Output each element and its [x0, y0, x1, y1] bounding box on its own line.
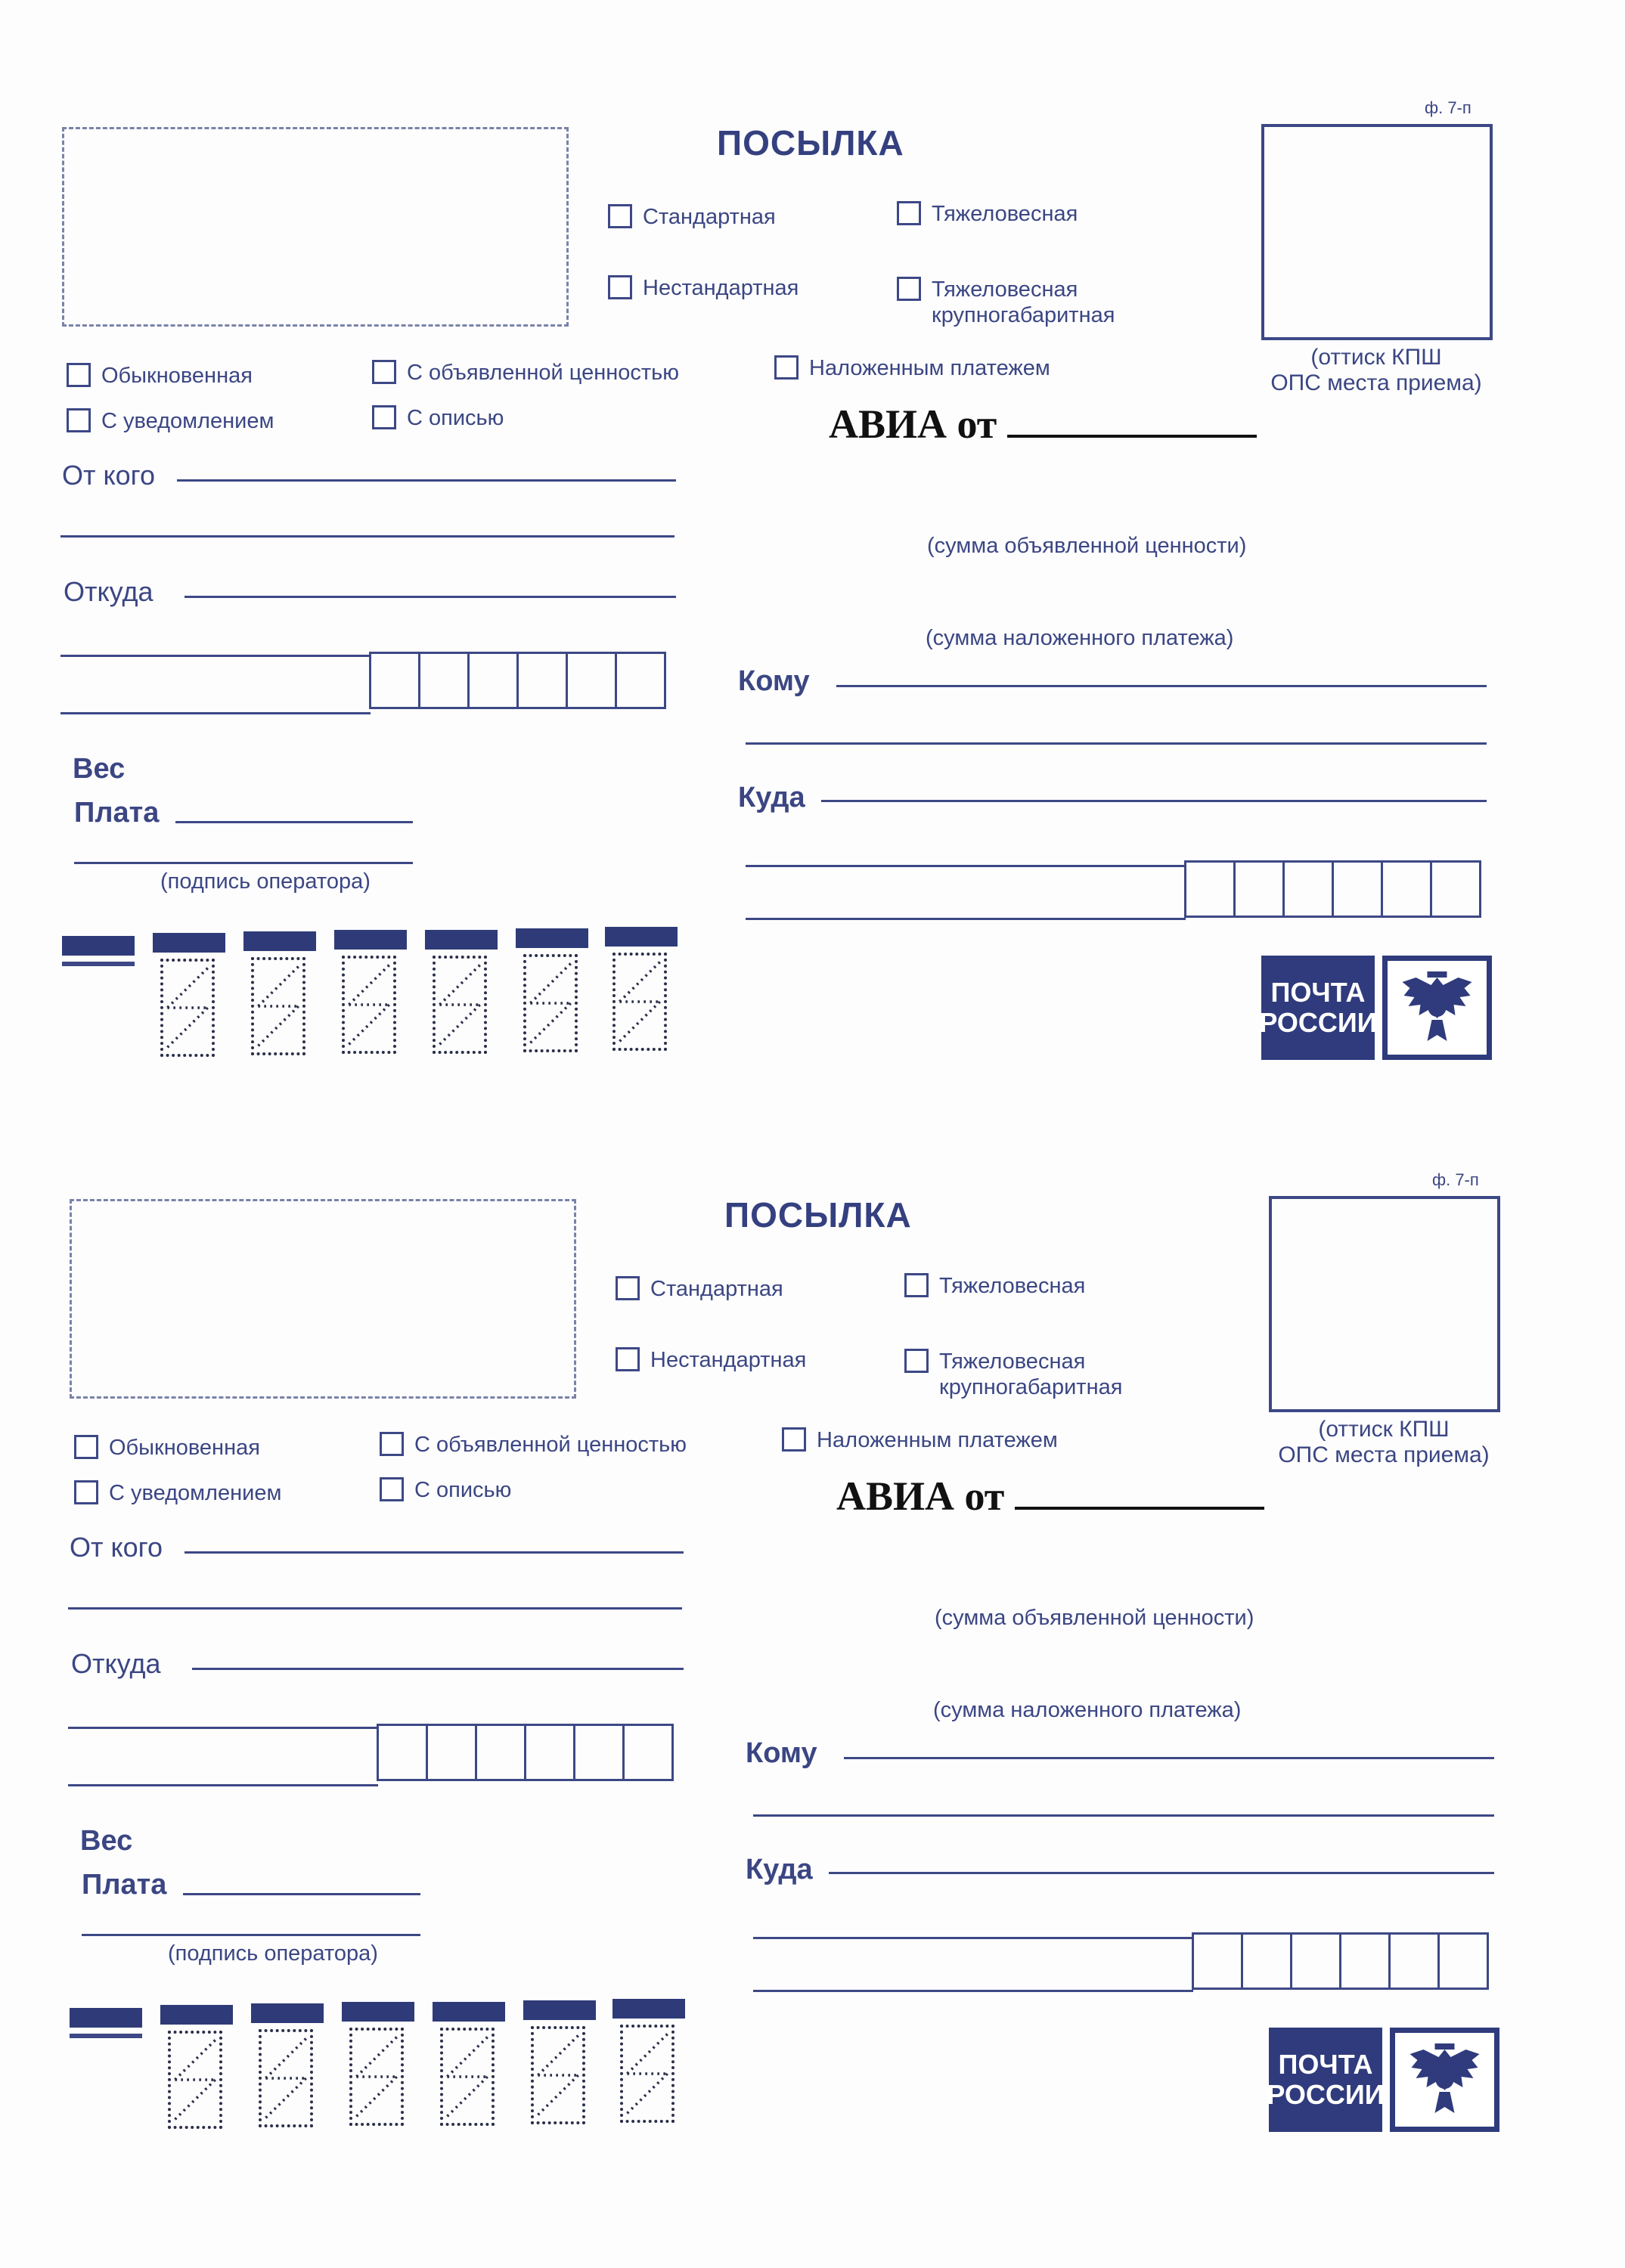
- weight-label: Вес: [80, 1825, 133, 1857]
- postcode-cell[interactable]: [1440, 1932, 1489, 1990]
- checkbox-label: Нестандартная: [650, 1348, 807, 1372]
- origin-line-3[interactable]: [60, 712, 371, 714]
- postcode-cell[interactable]: [1186, 860, 1236, 918]
- service-ordinary[interactable]: [67, 363, 253, 389]
- postcode-cell[interactable]: [428, 1724, 477, 1781]
- to-label: Кому: [738, 665, 810, 697]
- checkbox[interactable]: [616, 1276, 640, 1300]
- postcode-cell[interactable]: [568, 652, 617, 709]
- checkbox[interactable]: [372, 360, 396, 384]
- postcode-cell[interactable]: [1341, 1932, 1391, 1990]
- index-bar: [243, 931, 316, 951]
- parcel-type-heavy-oversized[interactable]: [904, 1349, 1122, 1400]
- service-with-inventory[interactable]: [372, 405, 504, 431]
- checkbox[interactable]: [897, 201, 921, 225]
- form-title: ПОСЫЛКА: [717, 123, 904, 163]
- fee-line[interactable]: [183, 1893, 420, 1895]
- recipient-postcode-cells[interactable]: [1184, 860, 1481, 918]
- sender-label-area[interactable]: [62, 127, 569, 327]
- to-label: Кому: [746, 1737, 817, 1769]
- checkbox[interactable]: [372, 405, 396, 429]
- postcode-digit-template: [168, 2031, 222, 2129]
- fee-line[interactable]: [175, 821, 413, 823]
- logo-word-1: ПОЧТА: [1278, 2049, 1373, 2080]
- from-line-2[interactable]: [60, 535, 674, 538]
- signature-line[interactable]: [82, 1934, 420, 1936]
- checkbox[interactable]: [608, 204, 632, 228]
- checkbox-label: Наложенным платежем: [809, 356, 1050, 380]
- logo-word-2: РОССИИ: [1259, 1007, 1377, 1038]
- postcode-cell[interactable]: [1292, 1932, 1341, 1990]
- stamp-caption: (оттиск КПШ ОПС места приема): [1270, 345, 1482, 395]
- postcode-cell[interactable]: [379, 1724, 428, 1781]
- postcode-cell[interactable]: [1285, 860, 1334, 918]
- parcel-type-standard[interactable]: [616, 1276, 783, 1302]
- russian-post-logo: [1269, 2028, 1499, 2132]
- checkbox-label: С объявленной ценностью: [414, 1433, 687, 1457]
- destination-line-2[interactable]: [746, 865, 1186, 867]
- checkbox[interactable]: [67, 363, 91, 387]
- index-bar: [251, 2003, 324, 2023]
- origin-line-3[interactable]: [68, 1784, 378, 1786]
- checkbox[interactable]: [904, 1349, 929, 1373]
- destination-label: Куда: [746, 1854, 813, 1885]
- postcode-cell[interactable]: [1432, 860, 1481, 918]
- checkbox[interactable]: [380, 1432, 404, 1456]
- index-bar: [516, 928, 588, 948]
- checkbox[interactable]: [74, 1435, 98, 1459]
- declared-value-hint: (сумма объявленной ценности): [927, 534, 1247, 558]
- parcel-type-nonstandard[interactable]: [608, 275, 799, 301]
- checkbox-label: Нестандартная: [643, 276, 799, 300]
- postcode-digit-template: [160, 959, 215, 1057]
- postcode-cell[interactable]: [519, 652, 568, 709]
- postcode-cell[interactable]: [1383, 860, 1432, 918]
- checkbox[interactable]: [74, 1480, 98, 1504]
- postcode-cell[interactable]: [1243, 1932, 1292, 1990]
- avia-input-line[interactable]: [1007, 435, 1257, 438]
- checkbox[interactable]: [67, 408, 91, 432]
- index-bar: [62, 936, 135, 956]
- logo-wordmark: [1261, 956, 1375, 1060]
- avia-field[interactable]: [829, 401, 1257, 448]
- checkbox[interactable]: [608, 275, 632, 299]
- service-ordinary[interactable]: [74, 1435, 260, 1461]
- postcode-cell[interactable]: [371, 652, 420, 709]
- checkbox[interactable]: [774, 355, 799, 380]
- postcode-digit-template: [531, 2026, 585, 2124]
- index-bar: [523, 2000, 596, 2020]
- destination-line-2[interactable]: [753, 1937, 1193, 1939]
- postcode-digit-template: [342, 956, 396, 1054]
- to-line-1[interactable]: [844, 1757, 1494, 1759]
- index-bar-underline: [62, 962, 135, 966]
- postcode-cell[interactable]: [526, 1724, 575, 1781]
- checkbox-label: Стандартная: [643, 205, 776, 229]
- service-declared-value[interactable]: [380, 1432, 687, 1458]
- postcode-digit-template: [612, 953, 667, 1051]
- checkbox[interactable]: [904, 1273, 929, 1297]
- operator-signature-hint: (подпись оператора): [160, 869, 371, 894]
- checkbox-label: Обыкновенная: [109, 1436, 260, 1460]
- origin-line-1[interactable]: [185, 596, 676, 598]
- origin-label: Откуда: [71, 1648, 161, 1679]
- parcel-form-2: [8, 1072, 1625, 2146]
- destination-line-1[interactable]: [829, 1872, 1494, 1874]
- checkbox[interactable]: [782, 1427, 806, 1452]
- recipient-postcode-cells[interactable]: [1192, 1932, 1489, 1990]
- parcel-type-heavy[interactable]: [904, 1273, 1085, 1299]
- from-label: От кого: [62, 460, 156, 491]
- postcode-cell[interactable]: [1236, 860, 1285, 918]
- destination-label: Куда: [738, 782, 805, 813]
- service-declared-value[interactable]: [372, 360, 679, 386]
- index-bar: [70, 2008, 142, 2028]
- service-with-notification[interactable]: [74, 1480, 281, 1506]
- index-bar: [334, 930, 407, 950]
- sender-postcode-cells[interactable]: [377, 1724, 674, 1781]
- checkbox-label: С объявленной ценностью: [407, 361, 680, 385]
- destination-line-1[interactable]: [821, 800, 1487, 802]
- to-line-2[interactable]: [753, 1814, 1494, 1817]
- checkbox-label: С описью: [414, 1478, 512, 1502]
- checkbox-label: Стандартная: [650, 1277, 783, 1301]
- checkbox-label: С описью: [407, 406, 504, 430]
- postmark-stamp-box: [1261, 124, 1493, 340]
- form-code: ф. 7-п: [1425, 98, 1471, 117]
- avia-label: АВИА от: [836, 1473, 1005, 1519]
- index-bar: [605, 927, 678, 947]
- double-eagle-icon: [1382, 956, 1492, 1060]
- avia-label: АВИА от: [829, 401, 997, 447]
- postcode-digit-template: [620, 2025, 674, 2123]
- postcode-digit-template: [523, 954, 578, 1052]
- postcode-digit-template: [349, 2028, 404, 2126]
- service-with-inventory[interactable]: [380, 1477, 511, 1503]
- double-eagle-icon: [1390, 2028, 1499, 2132]
- checkbox-label: Тяжеловесная крупногабаритная: [939, 1349, 1123, 1399]
- checkbox-label: Обыкновенная: [101, 364, 253, 388]
- postcode-cell[interactable]: [617, 652, 666, 709]
- postmark-stamp-box: [1269, 1196, 1500, 1412]
- logo-word-2: РОССИИ: [1267, 2079, 1385, 2110]
- postcode-digit-template: [251, 957, 305, 1055]
- postcode-cell[interactable]: [1194, 1932, 1243, 1990]
- sender-label-area[interactable]: [70, 1199, 576, 1399]
- checkbox-label: Наложенным платежем: [817, 1428, 1058, 1452]
- postcode-digit-template: [259, 2029, 313, 2127]
- logo-word-1: ПОЧТА: [1270, 977, 1366, 1008]
- origin-line-2[interactable]: [60, 655, 371, 657]
- index-bar: [612, 1999, 685, 2019]
- postcode-cell[interactable]: [470, 652, 519, 709]
- checkbox[interactable]: [380, 1477, 404, 1501]
- postcode-cell[interactable]: [420, 652, 470, 709]
- index-bar: [342, 2002, 414, 2022]
- destination-line-3[interactable]: [746, 918, 1186, 920]
- fee-label: Плата: [82, 1869, 167, 1901]
- form-title: ПОСЫЛКА: [724, 1195, 912, 1235]
- checkbox-label: С уведомлением: [109, 1481, 282, 1505]
- checkbox-label: Тяжеловесная: [939, 1274, 1086, 1298]
- avia-input-line[interactable]: [1015, 1507, 1264, 1510]
- postcode-cell[interactable]: [625, 1724, 674, 1781]
- checkbox[interactable]: [897, 277, 921, 301]
- operator-signature-hint: (подпись оператора): [168, 1941, 378, 1966]
- checkbox-label: Тяжеловесная крупногабаритная: [932, 277, 1115, 327]
- stamp-caption: (оттиск КПШ ОПС места приема): [1278, 1417, 1490, 1467]
- parcel-type-nonstandard[interactable]: [616, 1347, 806, 1373]
- fee-label: Плата: [74, 797, 160, 829]
- origin-line-1[interactable]: [192, 1668, 684, 1670]
- from-line-1[interactable]: [185, 1551, 684, 1554]
- declared-value-hint: (сумма объявленной ценности): [935, 1606, 1254, 1630]
- logo-wordmark: [1267, 2028, 1385, 2132]
- origin-label: Откуда: [64, 576, 154, 607]
- from-line-2[interactable]: [68, 1607, 682, 1610]
- from-label: От кого: [70, 1532, 163, 1563]
- index-bar: [425, 930, 498, 950]
- cod-hint: (сумма наложенного платежа): [933, 1698, 1242, 1722]
- index-bar-underline: [70, 2034, 142, 2038]
- service-cash-on-delivery[interactable]: [782, 1427, 1058, 1453]
- postcode-digit-template: [440, 2028, 495, 2126]
- postcode-cell[interactable]: [575, 1724, 625, 1781]
- service-cash-on-delivery[interactable]: [774, 355, 1050, 381]
- postcode-digit-template: [433, 956, 487, 1054]
- to-line-1[interactable]: [836, 685, 1487, 687]
- parcel-type-heavy-oversized[interactable]: [897, 277, 1115, 328]
- parcel-form-1: [0, 0, 1625, 1074]
- postcode-cell[interactable]: [1334, 860, 1383, 918]
- checkbox-label: С уведомлением: [101, 409, 274, 433]
- parcel-type-standard[interactable]: [608, 204, 776, 230]
- checkbox-label: Тяжеловесная: [932, 202, 1078, 226]
- sender-postcode-cells[interactable]: [369, 652, 666, 709]
- postcode-cell[interactable]: [1391, 1932, 1440, 1990]
- index-bar: [153, 933, 225, 953]
- to-line-2[interactable]: [746, 742, 1487, 745]
- from-line-1[interactable]: [177, 479, 676, 482]
- form-code: ф. 7-п: [1432, 1170, 1479, 1189]
- cod-hint: (сумма наложенного платежа): [926, 626, 1234, 650]
- postcode-cell[interactable]: [477, 1724, 526, 1781]
- destination-line-3[interactable]: [753, 1990, 1193, 1992]
- origin-line-2[interactable]: [68, 1727, 378, 1729]
- avia-field[interactable]: [836, 1473, 1264, 1520]
- weight-label: Вес: [73, 753, 126, 785]
- signature-line[interactable]: [74, 862, 413, 864]
- index-bar: [433, 2002, 505, 2022]
- service-with-notification[interactable]: [67, 408, 274, 434]
- index-bar: [160, 2005, 233, 2025]
- russian-post-logo: [1261, 956, 1492, 1060]
- checkbox[interactable]: [616, 1347, 640, 1371]
- parcel-type-heavy[interactable]: [897, 201, 1078, 227]
